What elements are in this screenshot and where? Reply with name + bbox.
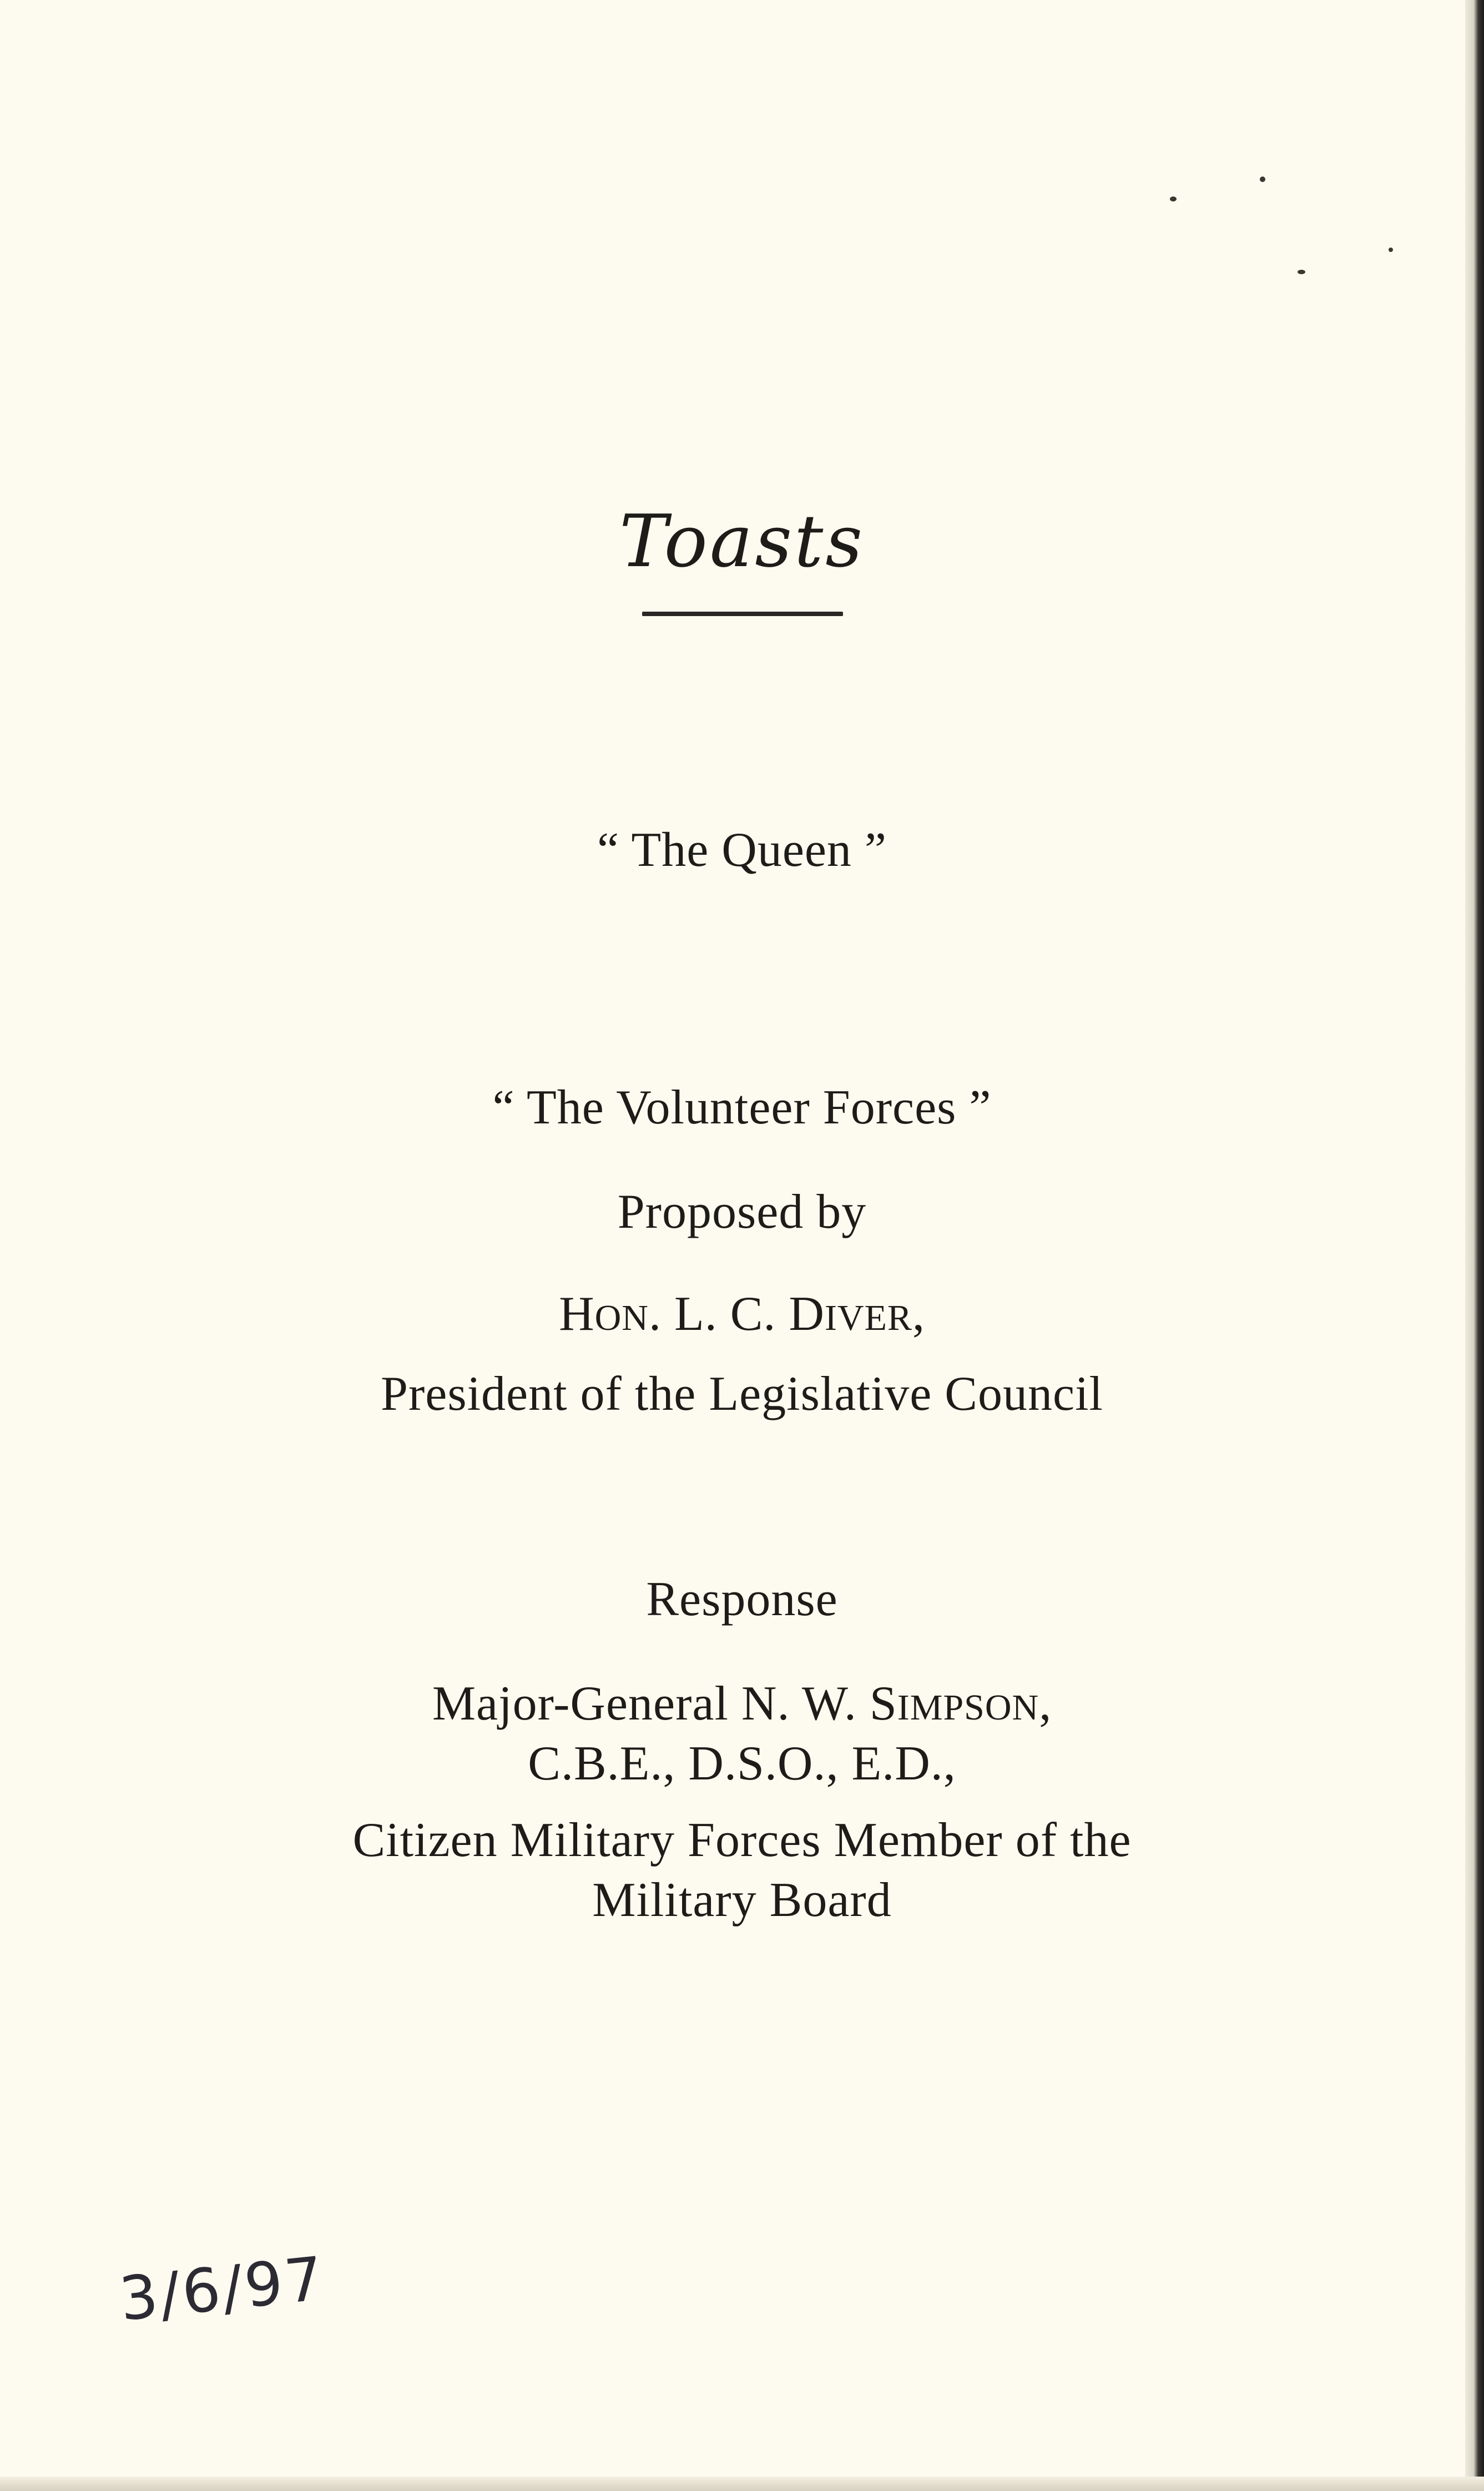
card-edge-shadow <box>1465 0 1484 2491</box>
card-bottom-edge <box>0 2477 1484 2491</box>
page-title: Toasts <box>619 499 865 583</box>
responder-role-line-2: Military Board <box>592 1873 892 1927</box>
responder-prefix: Major-General N. W. S <box>432 1677 897 1731</box>
paper-speck <box>1170 196 1177 201</box>
proposer-role: President of the Legislative Council <box>381 1367 1103 1421</box>
proposed-by-label: Proposed by <box>617 1185 867 1239</box>
responder-tail: , <box>1039 1677 1052 1731</box>
title-underline <box>642 612 843 616</box>
proposer-hon-rest: ON <box>594 1298 649 1338</box>
proposer-hon-initial: H <box>559 1287 595 1341</box>
proposer-tail: , <box>912 1287 925 1341</box>
response-label: Response <box>646 1572 838 1626</box>
proposer-name <box>0 1287 1484 1346</box>
paper-speck <box>1260 177 1265 182</box>
responder-role-line-1: Citizen Military Forces Member of the <box>352 1813 1132 1867</box>
proposer-initials: . L. C. D <box>648 1287 825 1341</box>
paper-speck <box>1298 270 1305 274</box>
toast-volunteer-title: “ The Volunteer Forces ” <box>492 1081 992 1134</box>
handwritten-date-note: 3/6/97 <box>116 2243 329 2335</box>
toast-queen-title: “ The Queen ” <box>597 823 887 877</box>
responder-honours: C.B.E., D.S.O., E.D., <box>528 1737 956 1791</box>
responder-surname-rest: IMPSON <box>897 1687 1039 1728</box>
proposer-surname-rest: IVER <box>824 1298 912 1338</box>
responder-name <box>0 1676 1484 1736</box>
paper-speck <box>1389 248 1393 252</box>
